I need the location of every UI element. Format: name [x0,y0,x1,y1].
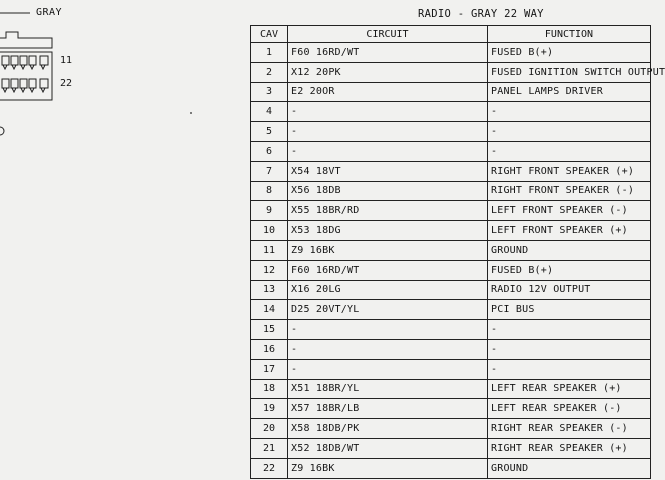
connector-title: RADIO - GRAY 22 WAY [418,8,544,20]
cavity-cell: 22 [251,458,288,478]
table-row [251,240,651,260]
cavity-cell: 21 [251,438,288,458]
cavity-cell: 20 [251,419,288,439]
circuit-cell: X54 18VT [288,161,488,181]
circuit-cell: X52 18DB/WT [288,438,488,458]
stray-mark [190,112,192,114]
table-row [251,161,651,181]
table-row [251,419,651,439]
table-row [251,82,651,102]
circuit-cell: Z9 16BK [288,458,488,478]
table-row [251,458,651,478]
function-cell: GROUND [488,240,651,260]
function-cell: RIGHT REAR SPEAKER (-) [488,419,651,439]
circuit-cell: - [288,122,488,142]
circuit-cell: F60 16RD/WT [288,43,488,63]
cavity-cell: 15 [251,320,288,340]
circuit-cell: X53 18DG [288,221,488,241]
header-function: FUNCTION [488,26,651,43]
function-cell: FUSED B(+) [488,260,651,280]
function-cell: LEFT FRONT SPEAKER (-) [488,201,651,221]
circuit-cell: X51 18BR/YL [288,379,488,399]
function-cell: - [488,141,651,161]
cavity-cell: 4 [251,102,288,122]
circuit-cell: X56 18DB [288,181,488,201]
circuit-cell: F60 16RD/WT [288,260,488,280]
function-cell: PANEL LAMPS DRIVER [488,82,651,102]
cavity-cell: 5 [251,122,288,142]
circuit-cell: - [288,359,488,379]
table-row [251,201,651,221]
table-row [251,181,651,201]
table-row [251,280,651,300]
pin-label-11: 11 [60,55,73,66]
cavity-cell: 11 [251,240,288,260]
circuit-cell: - [288,141,488,161]
circuit-cell: X16 20LG [288,280,488,300]
cavity-cell: 17 [251,359,288,379]
function-cell: GROUND [488,458,651,478]
function-cell: RIGHT REAR SPEAKER (+) [488,438,651,458]
table-row [251,43,651,63]
function-cell: - [488,320,651,340]
circuit-cell: - [288,102,488,122]
cavity-cell: 12 [251,260,288,280]
function-cell: - [488,339,651,359]
table-row [251,320,651,340]
table-body [251,43,665,479]
table-row [251,62,651,82]
circuit-cell: X57 18BR/LB [288,399,488,419]
function-cell: LEFT REAR SPEAKER (+) [488,379,651,399]
header-circuit: CIRCUIT [288,26,488,43]
cavity-cell: 2 [251,62,288,82]
connector-drawing [0,0,90,150]
function-cell: LEFT FRONT SPEAKER (+) [488,221,651,241]
table-header-row [251,26,651,43]
table-row [251,102,651,122]
connector-diagram [0,0,90,150]
cavity-cell: 16 [251,339,288,359]
connector-color-label: GRAY [36,7,63,18]
header-cav: CAV [251,26,288,43]
connector-body [0,32,52,135]
function-cell: - [488,122,651,142]
function-cell: RIGHT FRONT SPEAKER (+) [488,161,651,181]
function-cell: FUSED B(+) [488,43,651,63]
circuit-cell: D25 20VT/YL [288,300,488,320]
pinout-table [250,25,665,479]
table-row [251,221,651,241]
circuit-cell: - [288,320,488,340]
cavity-cell: 14 [251,300,288,320]
cavity-cell: 7 [251,161,288,181]
table-row [251,122,651,142]
circuit-cell: X12 20PK [288,62,488,82]
pinout-table-container [250,25,665,479]
table-row [251,260,651,280]
cavity-cell: 19 [251,399,288,419]
function-cell: PCI BUS [488,300,651,320]
table-row [251,359,651,379]
circuit-cell: - [288,339,488,359]
cavity-cell: 6 [251,141,288,161]
function-cell: - [488,102,651,122]
function-cell: RIGHT FRONT SPEAKER (-) [488,181,651,201]
table-row [251,379,651,399]
cavity-cell: 1 [251,43,288,63]
table-row [251,141,651,161]
circuit-cell: X55 18BR/RD [288,201,488,221]
circuit-cell: E2 20OR [288,82,488,102]
table-row [251,339,651,359]
table-row [251,399,651,419]
table-row [251,300,651,320]
function-cell: FUSED IGNITION SWITCH OUTPUT [488,62,651,82]
cavity-cell: 13 [251,280,288,300]
pin-label-22: 22 [60,78,73,89]
circuit-cell: Z9 16BK [288,240,488,260]
cavity-cell: 18 [251,379,288,399]
cavity-cell: 9 [251,201,288,221]
cavity-cell: 8 [251,181,288,201]
cavity-cell: 10 [251,221,288,241]
circuit-cell: X58 18DB/PK [288,419,488,439]
table-row [251,438,651,458]
function-cell: LEFT REAR SPEAKER (-) [488,399,651,419]
function-cell: RADIO 12V OUTPUT [488,280,651,300]
cavity-cell: 3 [251,82,288,102]
function-cell: - [488,359,651,379]
